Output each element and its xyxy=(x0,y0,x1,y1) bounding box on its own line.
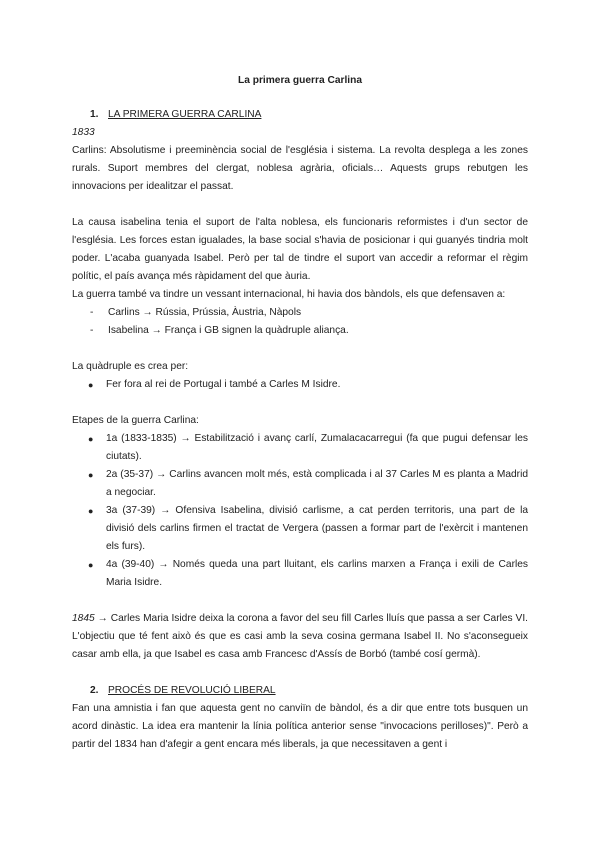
paragraph: Fan una amnistia i fan que aquesta gent no canviïn de bàndol, és a dir que entre tots busquen un acord dinàstic. La idea era mantenir la línia política anterior sense "invocacions perilloses)". Però a partir del 1834 han d'afegir a gent encara més liberals, ja que necessitaven a gent i xyxy=(72,703,528,750)
list-item: ● 3a (37-39) → Ofensiva Isabelina, divisió carlisme, a cat perden territoris, una part de la divisió dels carlins firmen el tractat de Vergera (passen a formar part de l'exèrcit i mantenen els furs). xyxy=(88,502,528,556)
paragraph: Carlins: Absolutisme i preeminència social de l'església i sistema. La revolta desplega a les zones rurals. Suport membres del clergat, noblesa agrària, oficials… Aquests grups rebutgen les innovacions per idealitzar el passat. xyxy=(72,145,528,192)
dash-marker: - xyxy=(90,325,94,336)
list-item: - Carlins → Rússia, Prússia, Àustria, Nàpols xyxy=(90,304,528,322)
purpose-list xyxy=(72,376,528,394)
paragraph: 1845 → Carles Maria Isidre deixa la corona a favor del seu fill Carles lluís que passa a ser Carles VI. L'objectiu que té fent això és que es casi amb la seva cosina germana Isabel II. No s'aconsegueix casar amb ella, ja que Isabel es casa amb Francesc d'Assís de Borbó (també cosí germà). xyxy=(72,613,528,660)
bullet-marker: ● xyxy=(88,434,94,444)
section-number: 1. xyxy=(90,109,99,120)
section-title: PROCÉS DE REVOLUCIÓ LIBERAL xyxy=(108,685,276,696)
paragraph: La quàdruple es crea per: xyxy=(72,361,189,372)
list-item: ● 1a (1833-1835) → Estabilització i avanç carlí, Zumalacacarregui (fa que pugui defensar les ciutats). xyxy=(88,430,528,466)
sides-list xyxy=(72,304,528,340)
paragraph: Etapes de la guerra Carlina: xyxy=(72,415,199,426)
section-1-heading xyxy=(90,106,528,124)
stages-list xyxy=(72,430,528,592)
list-item: - Isabelina → França i GB signen la quàdruple aliança. xyxy=(90,322,528,340)
section-title: LA PRIMERA GUERRA CARLINA xyxy=(108,109,262,120)
document-title: La primera guerra Carlina xyxy=(238,75,362,86)
paragraph: La causa isabelina tenia el suport de l'alta noblesa, els funcionaris reformistes i d'un sector de l'església. Les forces estan igualades, la base social s'havia de posicionar i qui guanyés tindria molt poder. L'acaba guanyada Isabel. Però per tal de tindre el suport van accedir a reformar el règim polític, el país avança més ràpidament del que àuria. xyxy=(72,217,528,282)
bullet-marker: ● xyxy=(88,380,94,390)
bullet-marker: ● xyxy=(88,560,94,570)
section-2-heading xyxy=(90,682,528,700)
list-item: ● Fer fora al rei de Portugal i també a Carles M Isidre. xyxy=(88,376,528,394)
paragraph: La guerra també va tindre un vessant internacional, hi havia dos bàndols, els que defensaven a: xyxy=(72,289,506,300)
dash-marker: - xyxy=(90,307,94,318)
list-item: ● 4a (39-40) → Només queda una part lluitant, els carlins marxen a França i exili de Carles Maria Isidre. xyxy=(88,556,528,592)
bullet-marker: ● xyxy=(88,470,94,480)
year-label: 1833 xyxy=(72,127,95,138)
section-number: 2. xyxy=(90,685,99,696)
list-item: ● 2a (35-37) → Carlins avancen molt més, està complicada i al 37 Carles M es planta a Madrid a negociar. xyxy=(88,466,528,502)
bullet-marker: ● xyxy=(88,506,94,516)
year-label: 1845 xyxy=(72,613,95,624)
